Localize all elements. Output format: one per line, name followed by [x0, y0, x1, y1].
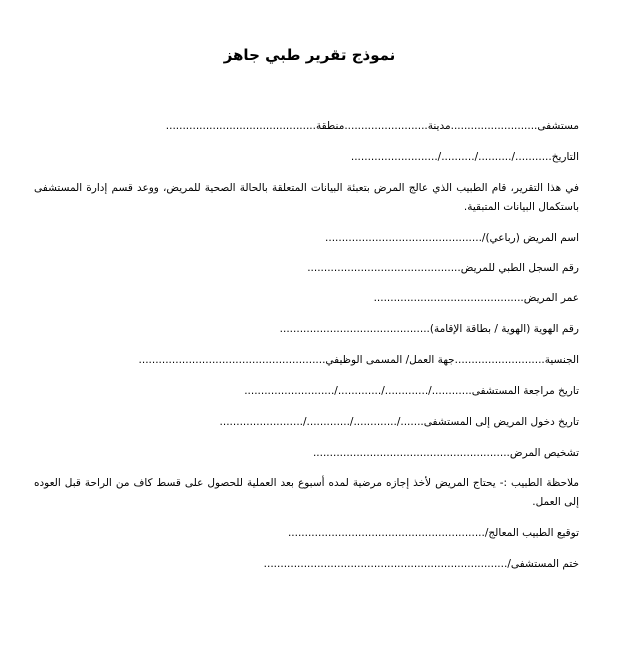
diagnosis-field[interactable]: تشخيص المرض........................................................... — [312, 447, 579, 459]
admission-date-field[interactable]: تاريخ دخول المريض إلى المستشفى......./............./............./......................... — [219, 416, 579, 428]
date-field[interactable]: التاريخ.........../........../........../.......................... — [350, 151, 579, 163]
hospital-stamp-field[interactable]: ختم المستشفى/......................................................................... — [263, 558, 579, 570]
hospital-visit-date-field[interactable]: تاريخ مراجعة المستشفى............/............./............./........................... — [244, 385, 579, 397]
form-title: نموذج تقرير طبي جاهز — [223, 46, 396, 64]
nationality-employer-field[interactable]: الجنسية...........................جهة العمل/ المسمى الوظيفي........................................................ — [138, 354, 579, 366]
hospital-city-region-field[interactable]: مستشفى..........................مدينة.........................منطقة............................................. — [165, 120, 579, 132]
patient-name-field[interactable]: اسم المريض (رباعي)/............................................... — [325, 232, 579, 244]
doctor-note: ملاحظة الطبيب :- يحتاج المريض لأخذ إجازه مرضية لمده أسبوع بعد العملية للحصول على قسط كاف من الراحة قبل العوده إلى العمل. — [34, 477, 579, 508]
patient-age-field[interactable]: عمر المريض............................................. — [373, 292, 579, 304]
id-number-field[interactable]: رقم الهوية (الهوية / بطاقة الإقامة)............................................. — [279, 323, 579, 335]
medical-record-field[interactable]: رقم السجل الطبي للمريض.............................................. — [307, 262, 579, 274]
doctor-signature-field[interactable]: توقيع الطبيب المعالج/........................................................... — [287, 527, 579, 539]
intro-paragraph: في هذا التقرير، قام الطبيب الذي عالج المرض بتعبئة البيانات المتعلقة بالحالة الصحية للمريض، ووعد قسم إدارة المستشفى باستكمال البيانات المتبقية. — [34, 182, 579, 213]
